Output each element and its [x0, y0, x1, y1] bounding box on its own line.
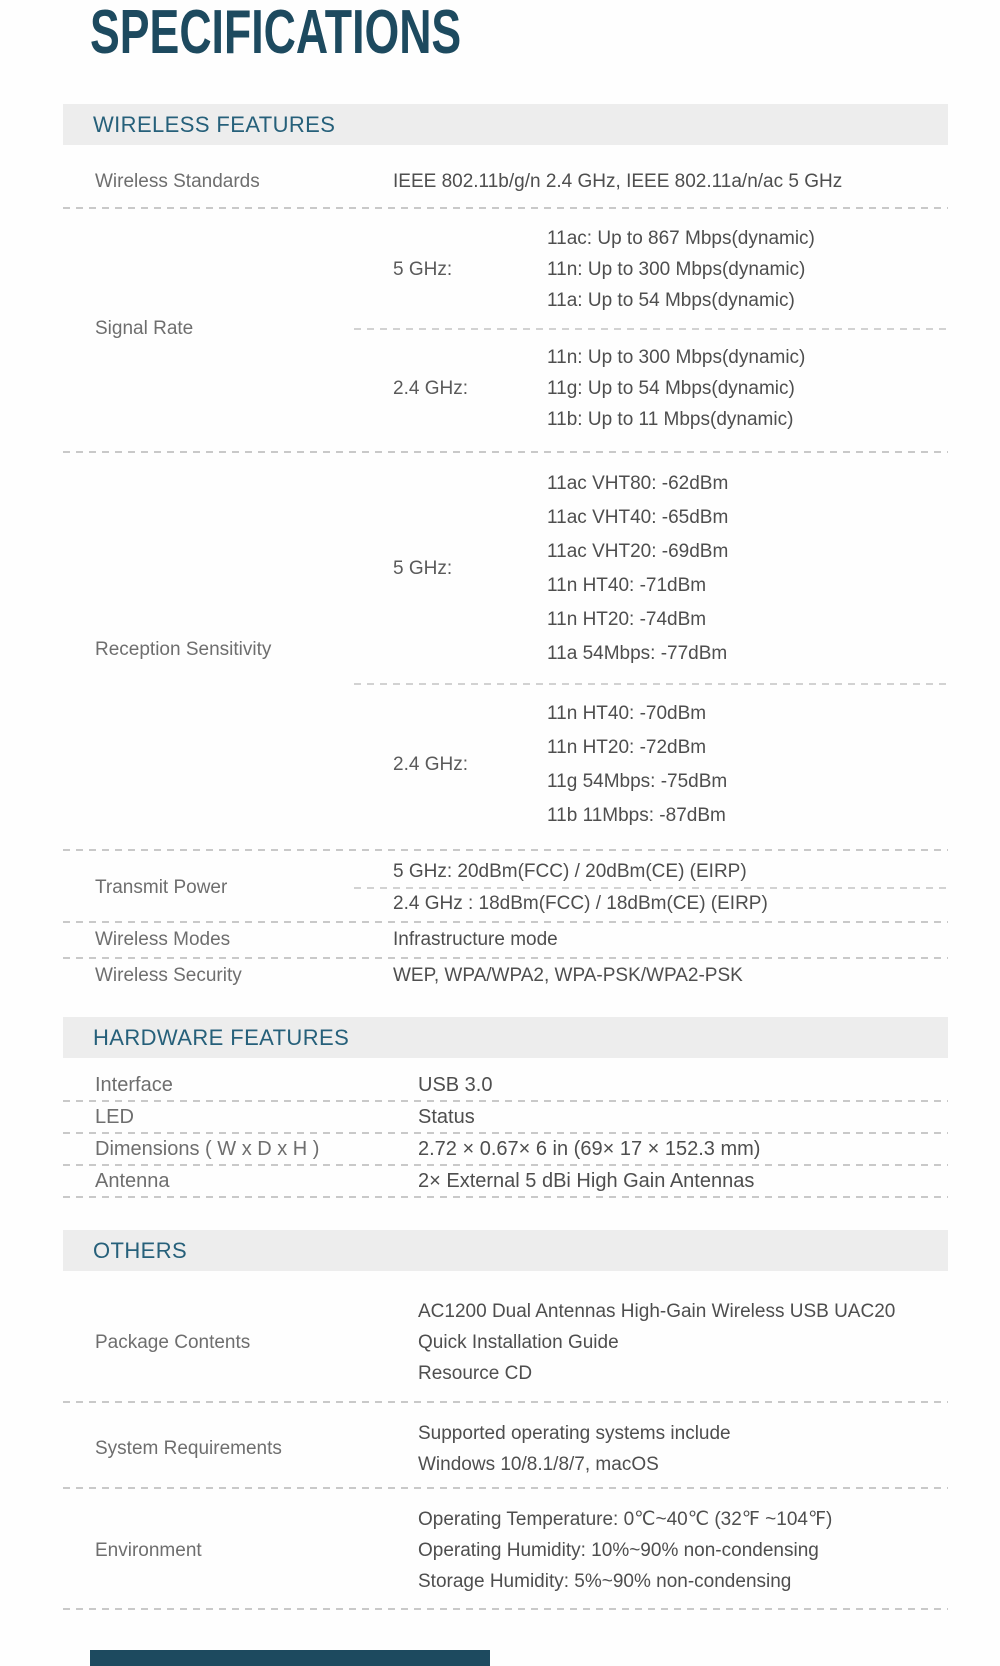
- section-heading-band: [63, 104, 948, 145]
- section-others: [63, 1230, 948, 1610]
- spec-value-line: AC1200 Dual Antennas High-Gain Wireless USB UAC20: [418, 1301, 896, 1322]
- spec-label: Antenna: [95, 1169, 170, 1192]
- spec-label: LED: [95, 1105, 134, 1128]
- spec-label: System Requirements: [95, 1438, 282, 1459]
- section-wireless-features: [63, 104, 948, 997]
- spec-value-line: Operating Humidity: 10%~90% non-condensing: [418, 1540, 819, 1561]
- spec-label: Environment: [95, 1539, 202, 1561]
- band-group: [393, 467, 948, 671]
- spec-value-col: [418, 1504, 948, 1597]
- spec-value: IEEE 802.11b/g/n 2.4 GHz, IEEE 802.11a/n/ac 5 GHz: [393, 171, 843, 192]
- section-heading: WIRELESS FEATURES: [93, 111, 336, 137]
- section-heading-band: [63, 1017, 948, 1058]
- spec-value-line: Quick Installation Guide: [418, 1332, 619, 1353]
- spec-row-system-requirements: [63, 1403, 948, 1487]
- spec-value-col: [418, 1166, 948, 1196]
- spec-row-interface: [63, 1070, 948, 1100]
- section-rows: [63, 145, 948, 997]
- spec-value-line: 11n: Up to 300 Mbps(dynamic): [547, 259, 806, 280]
- spec-sections: [0, 104, 1000, 1610]
- band-group: [393, 697, 948, 833]
- section-heading: OTHERS: [93, 1237, 188, 1263]
- band-lines: [547, 467, 728, 671]
- spec-value-line: Operating Temperature: 0℃~40℃ (32℉ ~104℉): [418, 1509, 833, 1530]
- spec-value-col: [393, 167, 948, 197]
- spec-value-line: 5 GHz: 20dBm(FCC) / 20dBm(CE) (EIRP): [393, 861, 747, 882]
- page-title: SPECIFICATIONS: [90, 0, 462, 67]
- spec-value: 2× External 5 dBi High Gain Antennas: [418, 1170, 755, 1192]
- spec-label: Package Contents: [95, 1331, 251, 1353]
- sub-row-divider: [354, 328, 948, 330]
- spec-value-col: [393, 925, 948, 955]
- spec-label: Wireless Security: [95, 965, 242, 986]
- spec-row-package-contents: [63, 1271, 948, 1401]
- spec-value: WEP, WPA/WPA2, WPA-PSK/WPA2-PSK: [393, 965, 743, 986]
- spec-value: USB 3.0: [418, 1074, 493, 1096]
- spec-value-line: Storage Humidity: 5%~90% non-condensing: [418, 1571, 792, 1592]
- band-lines: [547, 697, 727, 833]
- section-rows: [63, 1271, 948, 1610]
- sub-row-divider: [354, 683, 948, 685]
- spec-value-line: 11n HT40: -71dBm: [547, 575, 707, 596]
- spec-value-line: 11b 11Mbps: -87dBm: [547, 805, 726, 826]
- band-label: 5 GHz:: [393, 258, 453, 280]
- row-divider: [63, 1608, 948, 1610]
- spec-label: Wireless Standards: [95, 171, 260, 192]
- spec-value-col: [418, 1296, 948, 1389]
- spec-value-col: [393, 467, 948, 833]
- spec-value-col: [393, 961, 948, 991]
- spec-label: Dimensions ( W x D x H ): [95, 1137, 320, 1160]
- spec-value: 2.72 × 0.67× 6 in (69× 17 × 152.3 mm): [418, 1138, 761, 1160]
- spec-label: Wireless Modes: [95, 929, 231, 950]
- spec-row-signal-rate: [63, 209, 948, 451]
- spec-value-line: 11ac: Up to 867 Mbps(dynamic): [547, 228, 815, 249]
- band-label: 2.4 GHz:: [393, 754, 468, 775]
- spec-value-line: 11a 54Mbps: -77dBm: [547, 643, 728, 664]
- spec-value-col: [418, 1134, 948, 1164]
- spec-value-line: Windows 10/8.1/8/7, macOS: [418, 1454, 659, 1475]
- spec-value-line: 11ac VHT80: -62dBm: [547, 473, 729, 494]
- spec-value-line: 11g: Up to 54 Mbps(dynamic): [547, 378, 795, 399]
- spec-row-transmit-power: [63, 851, 948, 921]
- section-heading-band: [63, 1230, 948, 1271]
- spec-value-line: Supported operating systems include: [418, 1423, 731, 1444]
- spec-value-col: [393, 857, 948, 919]
- spec-value-line: 11n HT20: -72dBm: [547, 737, 707, 758]
- spec-value-line: 11g 54Mbps: -75dBm: [547, 771, 728, 792]
- spec-label: Interface: [95, 1073, 173, 1096]
- spec-label: Signal Rate: [95, 318, 194, 339]
- spec-value-col: [418, 1070, 948, 1100]
- spec-value: Infrastructure mode: [393, 929, 558, 950]
- spec-row-antenna: [63, 1166, 948, 1196]
- spec-value-line: 11b: Up to 11 Mbps(dynamic): [547, 409, 794, 430]
- spec-value-line: 2.4 GHz : 18dBm(FCC) / 18dBm(CE) (EIRP): [393, 893, 768, 914]
- band-group: [393, 342, 948, 435]
- spec-value-line: 11n HT20: -74dBm: [547, 609, 707, 630]
- next-section-band-cropped: [90, 1650, 490, 1666]
- band-group: [393, 223, 948, 316]
- section-rows: [63, 1058, 948, 1198]
- spec-row-reception-sensitivity: [63, 453, 948, 849]
- spec-value-line: Resource CD: [418, 1363, 533, 1384]
- section-heading: HARDWARE FEATURES: [93, 1024, 350, 1050]
- spec-value-line: 11ac VHT40: -65dBm: [547, 507, 729, 528]
- spec-value-line: 11n HT40: -70dBm: [547, 703, 707, 724]
- spec-value-col: [418, 1418, 948, 1480]
- spec-value-line: 11a: Up to 54 Mbps(dynamic): [547, 290, 795, 311]
- spec-row-wireless-modes: [63, 923, 948, 957]
- spec-row-led: [63, 1102, 948, 1132]
- band-lines: [547, 223, 815, 316]
- spec-row-wireless-standards: [63, 145, 948, 207]
- spec-label: Transmit Power: [95, 877, 228, 898]
- spec-row-wireless-security: [63, 959, 948, 997]
- spec-row-environment: [63, 1489, 948, 1608]
- band-label: 2.4 GHz:: [393, 377, 468, 399]
- spec-label: Reception Sensitivity: [95, 639, 272, 660]
- spec-value-line: 11ac VHT20: -69dBm: [547, 541, 729, 562]
- spec-value-line: 11n: Up to 300 Mbps(dynamic): [547, 347, 806, 368]
- band-label: 5 GHz:: [393, 558, 453, 579]
- section-hardware-features: [63, 1017, 948, 1198]
- spec-value: Status: [418, 1106, 475, 1128]
- spec-row-dimensions-w-x-d-x-h: [63, 1134, 948, 1164]
- spec-value-col: [393, 223, 948, 435]
- band-lines: [547, 342, 805, 435]
- row-divider: [63, 1196, 948, 1198]
- spec-value-col: [418, 1102, 948, 1132]
